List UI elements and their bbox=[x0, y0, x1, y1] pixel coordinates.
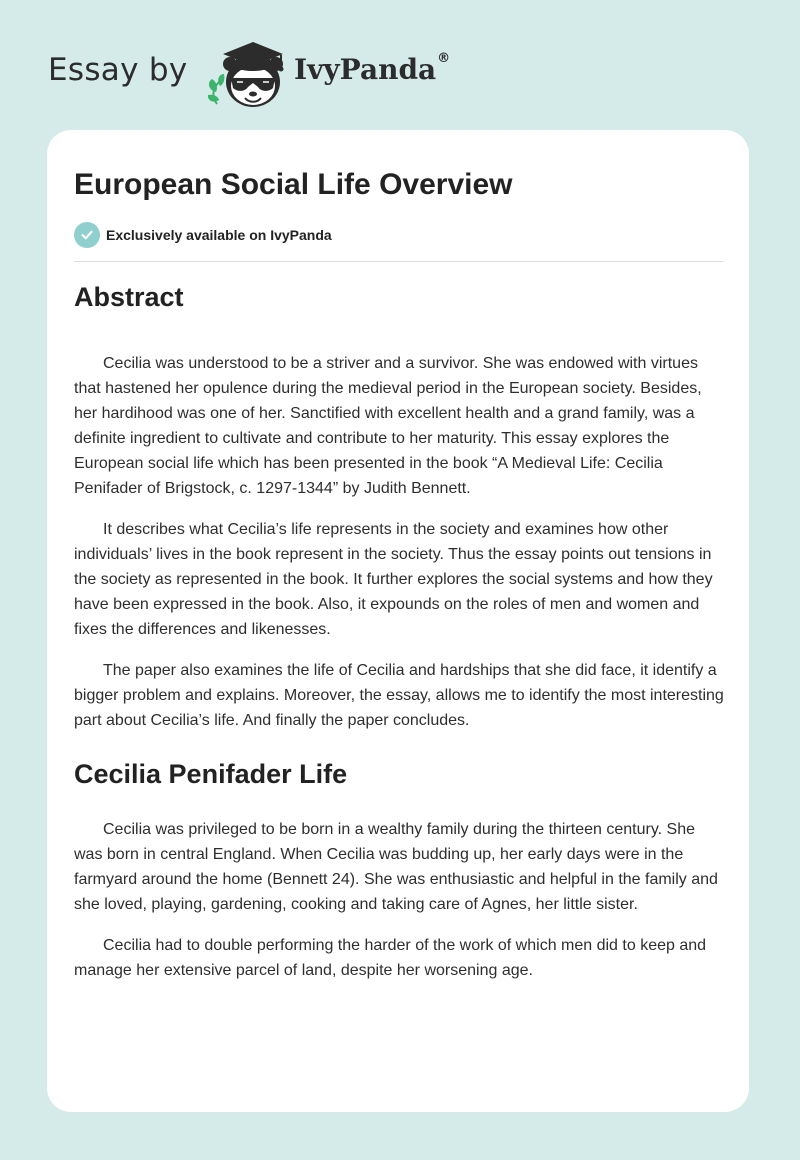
divider bbox=[74, 261, 723, 262]
essay-card bbox=[47, 130, 749, 1112]
exclusive-badge bbox=[74, 222, 332, 248]
site-header bbox=[48, 30, 548, 110]
paragraph: It describes what Cecilia’s life represents in the society and examines how other individuals’ lives in the book represent in the society. Thus the essay points out tensions in the society as represented in the book. It further explores the social systems and how they have been expressed in the book. Also, it expounds on the roles of men and women and fixes the differences and likenesses. bbox=[74, 521, 713, 638]
badge-text: Exclusively available on IvyPanda bbox=[106, 227, 332, 243]
paragraph: Cecilia had to double performing the harder of the work of which men did to keep and manage her extensive parcel of land, despite her worsening age. bbox=[74, 937, 707, 979]
check-circle-icon bbox=[74, 222, 100, 248]
section-heading-cecilia-life: Cecilia Penifader Life bbox=[74, 759, 348, 789]
panda-graduate-icon[interactable] bbox=[203, 34, 293, 110]
brand-name[interactable]: IvyPanda® bbox=[294, 51, 451, 86]
paragraph: Cecilia was privileged to be born in a wealthy family during the thirteen century. She was born in central England. When Cecilia was budding up, her early days were in the farmyard around the home (Bennett 24). She was enthusiastic and helpful in the family and she loved, playing, gardening, cooking and taking care of Agnes, her little sister. bbox=[74, 821, 718, 913]
paragraph: Cecilia was understood to be a striver and a survivor. She was endowed with virtues that hastened her opulence during the medieval period in the European society. Besides, her hardihood was one of her. Sanctified with excellent health and a grand family, was a definite ingredient to cultivate and contribute to her maturity. This essay explores the European social life which has been presented in the book “A Medieval Life: Cecilia Penifader of Brigstock, c. 1297-1344” by Judith Bennett. bbox=[74, 355, 702, 497]
essay-body bbox=[74, 282, 726, 983]
section-heading-abstract: Abstract bbox=[74, 282, 184, 312]
check-icon bbox=[80, 228, 94, 242]
brand-prefix: Essay by bbox=[48, 52, 188, 88]
page-title: European Social Life Overview bbox=[74, 168, 513, 201]
paragraph: The paper also examines the life of Cecilia and hardships that she did face, it identify a bigger problem and explains. Moreover, the essay, allows me to identify the most interesting part about Cecilia’s life. And finally the paper concludes. bbox=[74, 662, 724, 729]
registered-mark: ® bbox=[437, 51, 451, 66]
